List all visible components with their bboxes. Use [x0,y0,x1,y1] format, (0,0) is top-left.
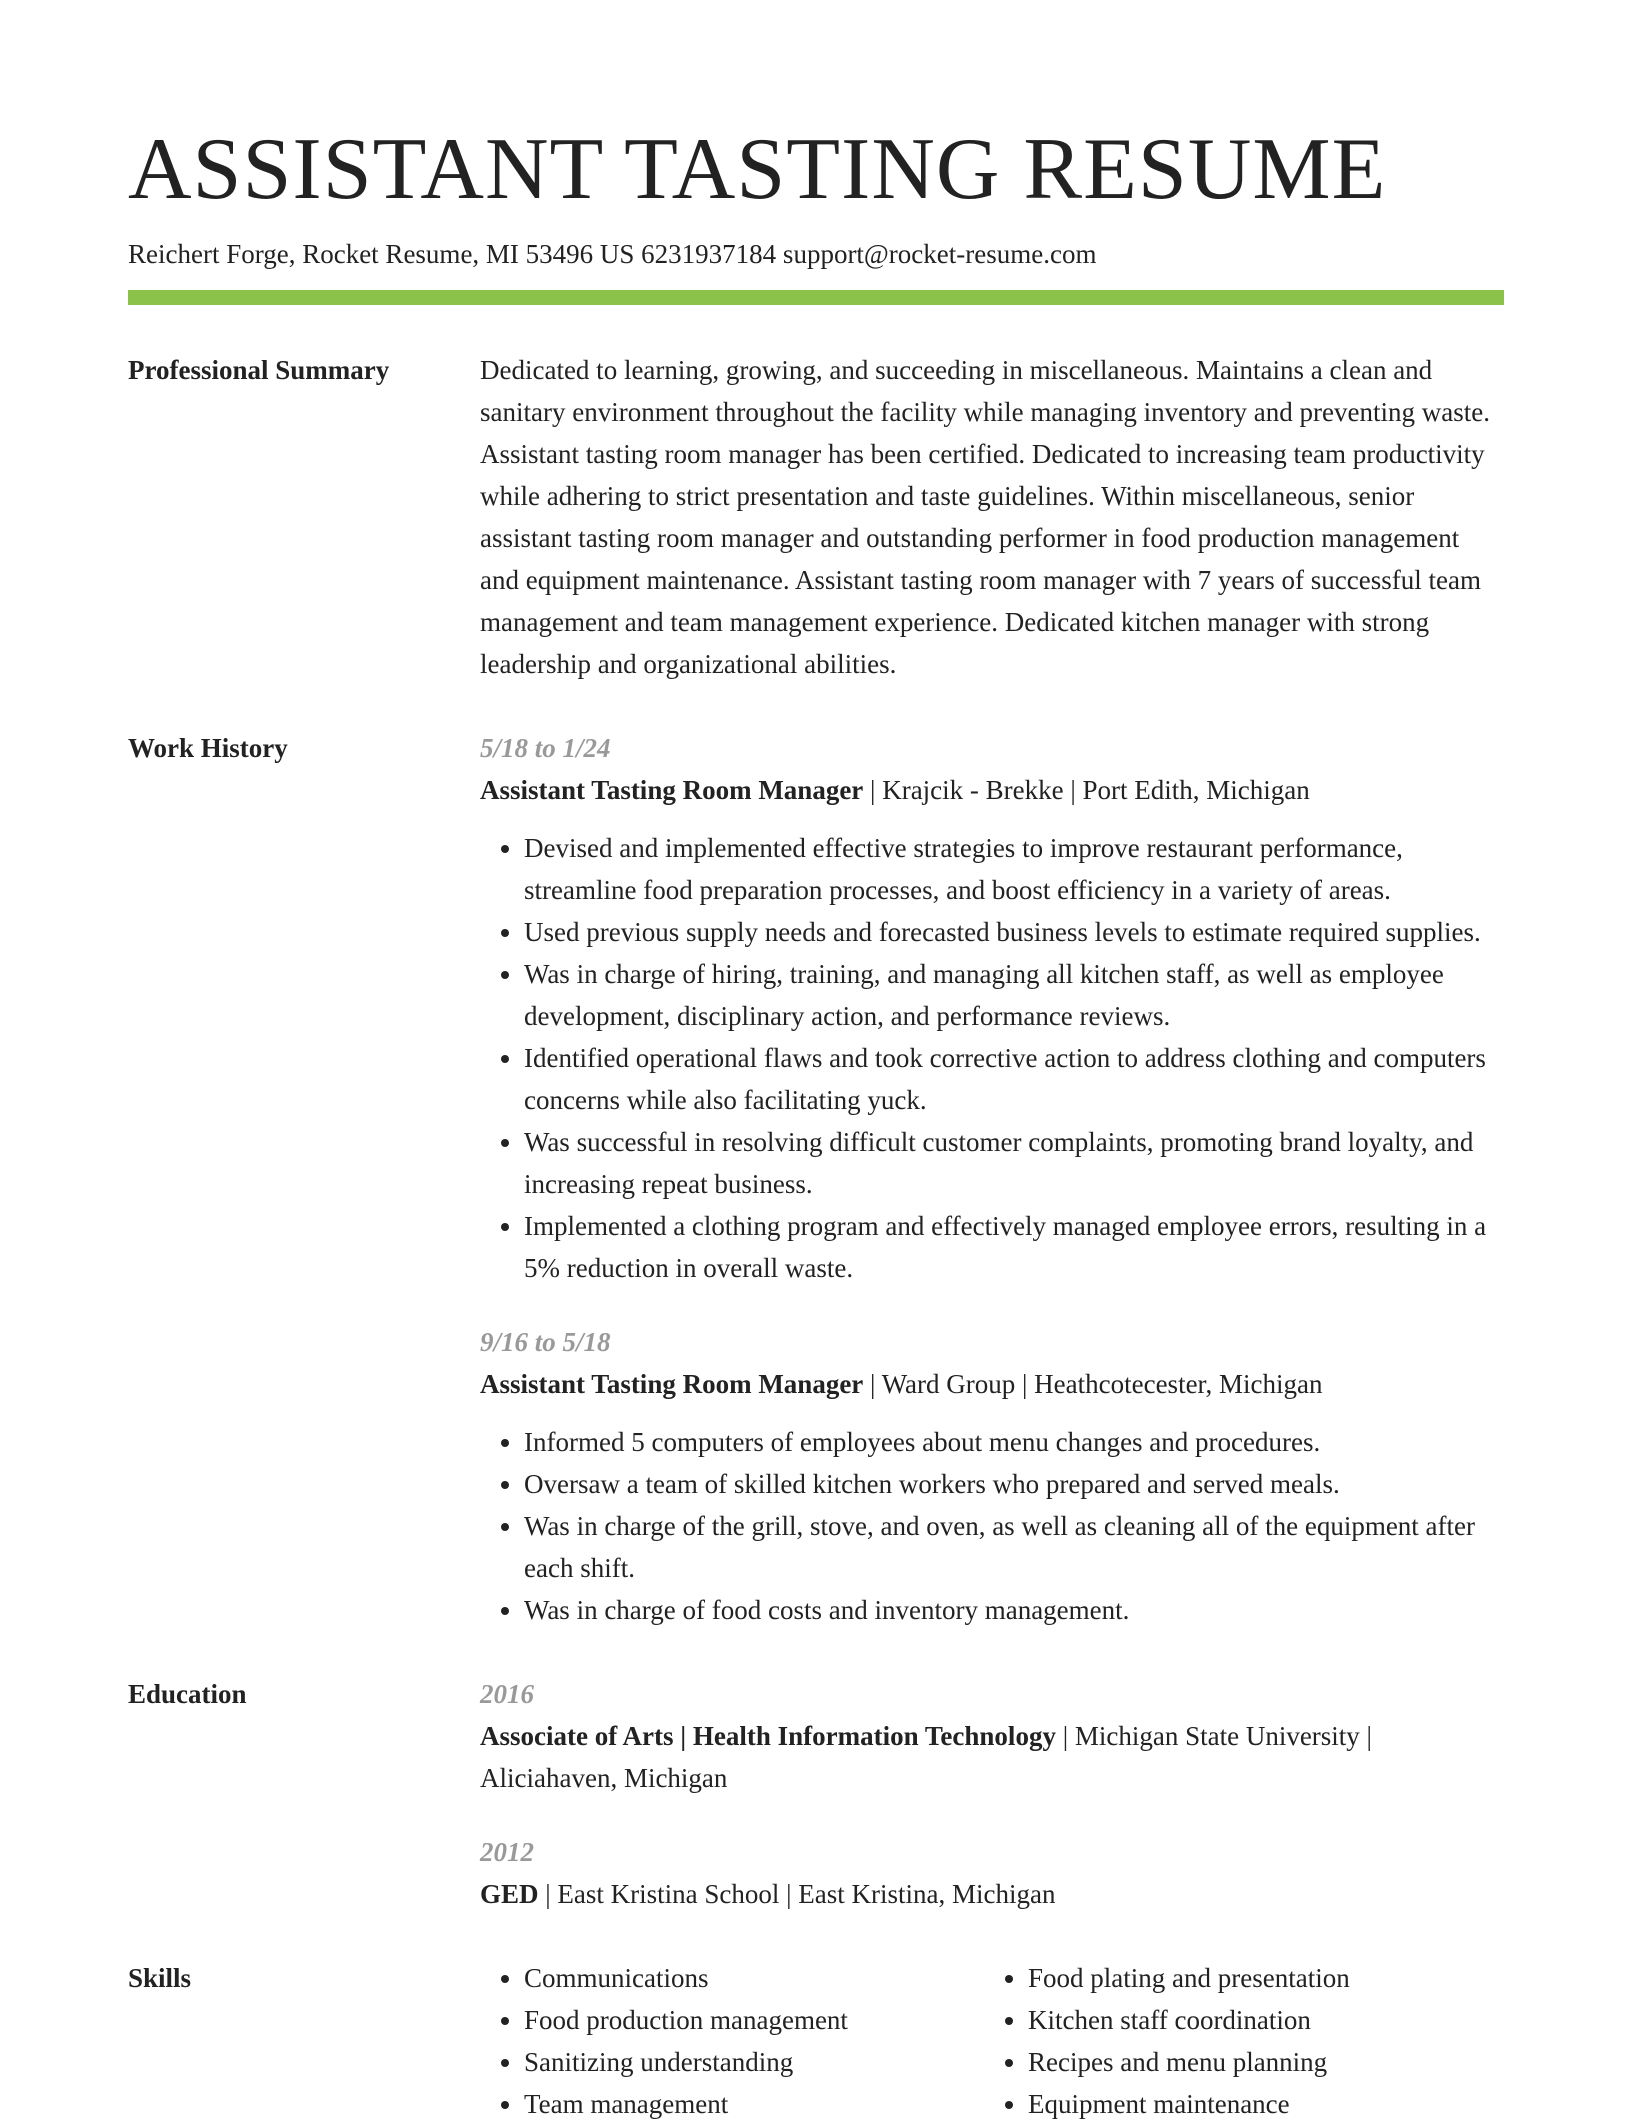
education-position [480,1873,1504,1915]
job-bullets [480,827,1504,1289]
job-title: Assistant Tasting Room Manager [480,775,864,805]
education-date: 2016 [480,1679,534,1709]
section-content [480,727,1504,1631]
school-details: | Michigan State University | Aliciahaven, Michigan [480,1721,1372,1793]
skills-section [128,1957,1504,2125]
skill-item: • Food production management [524,1999,984,2041]
education-entry [480,1673,1504,1799]
education-position [480,1715,1504,1799]
list-item: • Was in charge of hiring, training, and managing all kitchen staff, as well as employee development, disciplinary action, and performance reviews. [524,953,1504,1037]
skill-item: • Recipes and menu planning [1028,2041,1488,2083]
section-label: Education [128,1679,247,1709]
list-item: • Informed 5 computers of employees about menu changes and procedures. [524,1421,1504,1463]
section-label: Professional Summary [128,355,390,385]
degree-title: GED [480,1879,539,1909]
skill-item: • Communications [524,1957,984,1999]
contact-line: Reichert Forge, Rocket Resume, MI 53496 US 6231937184 support@rocket-resume.com [128,239,1097,269]
skills-columns [480,1957,1504,2125]
skill-item: • Equipment maintenance [1028,2083,1488,2125]
section-content [480,1673,1504,1915]
job-entry [480,1321,1504,1631]
section-content [480,1957,1504,2125]
work-history-section [128,727,1504,1631]
list-item: • Was successful in resolving difficult customer complaints, promoting brand loyalty, and increasing repeat business. [524,1121,1504,1205]
section-content [480,349,1504,685]
summary-section [128,349,1504,685]
list-item: • Identified operational flaws and took corrective action to address clothing and computers concerns while also facilitating yuck. [524,1037,1504,1121]
education-entry [480,1831,1504,1915]
list-item: • Was in charge of the grill, stove, and oven, as well as cleaning all of the equipment after each shift. [524,1505,1504,1589]
section-label: Skills [128,1963,192,1993]
job-details: | Ward Group | Heathcotecester, Michigan [863,1369,1323,1399]
skill-item: • Sanitizing understanding [524,2041,984,2083]
list-item: • Used previous supply needs and forecasted business levels to estimate required supplies. [524,911,1504,953]
job-details: | Krajcik - Brekke | Port Edith, Michigan [863,775,1310,805]
skill-item: • Kitchen staff coordination [1028,1999,1488,2041]
degree-title: Associate of Arts | Health Information Technology [480,1721,1056,1751]
education-date: 2012 [480,1837,534,1867]
job-bullets [480,1421,1504,1631]
list-item: • Oversaw a team of skilled kitchen workers who prepared and served meals. [524,1463,1504,1505]
education-section [128,1673,1504,1915]
job-date: 9/16 to 5/18 [480,1327,611,1357]
section-label: Work History [128,733,288,763]
skills-list-right [984,1957,1488,2125]
job-title: Assistant Tasting Room Manager [480,1369,864,1399]
skills-list-left [480,1957,984,2125]
job-position [480,1363,1504,1405]
job-date: 5/18 to 1/24 [480,733,611,763]
list-item: • Was in charge of food costs and inventory management. [524,1589,1504,1631]
summary-text: Dedicated to learning, growing, and succeeding in miscellaneous. Maintains a clean and sanitary environment throughout the facility while managing inventory and preventing waste. Assistant tasting room manager has been certified. Dedicated to increasing team productivity while adhering to strict presentation and taste guidelines. Within miscellaneous, senior assistant tasting room manager and outstanding performer in food production management and equipment maintenance. Assistant tasting room manager with 7 years of successful team management and team management experience. Dedicated kitchen manager with strong leadership and organizational abilities. [480,355,1490,679]
school-details: | East Kristina School | East Kristina, Michigan [538,1879,1056,1909]
accent-divider [128,290,1504,305]
resume-header [128,0,1504,305]
resume-page [128,0,1504,2125]
job-entry [480,727,1504,1289]
skill-item: • Team management [524,2083,984,2125]
skill-item: • Food plating and presentation [1028,1957,1488,1999]
list-item: • Implemented a clothing program and effectively managed employee errors, resulting in a 5% reduction in overall waste. [524,1205,1504,1289]
resume-title: ASSISTANT TASTING RESUME [128,121,1387,218]
job-position [480,769,1504,811]
list-item: • Devised and implemented effective strategies to improve restaurant performance, streamline food preparation processes, and boost efficiency in a variety of areas. [524,827,1504,911]
